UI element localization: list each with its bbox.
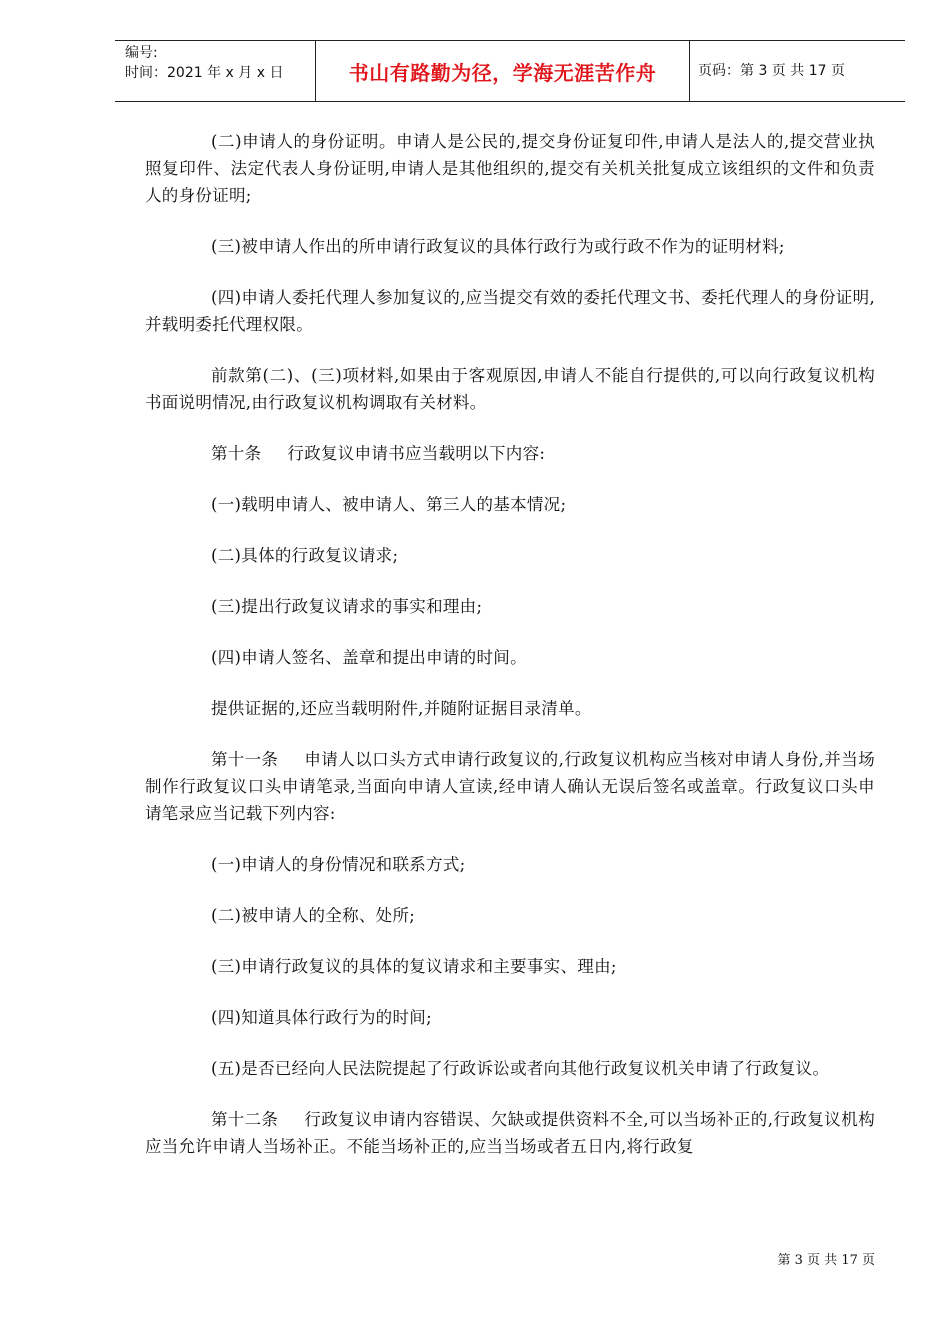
paragraph-text: 提供证据的,还应当载明附件,并随附证据目录清单。: [211, 699, 592, 718]
header-meta: [115, 41, 316, 101]
paragraph-text: (三)申请行政复议的具体的复议请求和主要事实、理由;: [211, 957, 617, 976]
body-paragraph: [145, 128, 875, 209]
body-paragraph: [145, 953, 875, 980]
paragraph-text: (五)是否已经向人民法院提起了行政诉讼或者向其他行政复议机关申请了行政复议。: [211, 1059, 830, 1078]
header-motto: 书山有路勤为径，学海无涯苦作舟: [348, 60, 657, 85]
footer-page-number: 第 3 页 共 17 页: [777, 1253, 875, 1268]
page-header: [115, 40, 905, 102]
article-number: 第十二条: [211, 1110, 279, 1129]
body-paragraph: [145, 902, 875, 929]
article-paragraph: [145, 440, 875, 467]
header-page-number: 页码：第 3 页 共 17 页: [698, 63, 845, 79]
paragraph-text: 前款第(二)、(三)项材料,如果由于客观原因,申请人不能自行提供的,可以向行政复议机构书面说明情况,由行政复议机构调取有关材料。: [145, 366, 875, 412]
paragraph-text: (二)申请人的身份证明。申请人是公民的,提交身份证复印件,申请人是法人的,提交营业执照复印件、法定代表人身份证明,申请人是其他组织的,提交有关机关批复成立该组织的文件和负责人的身份证明;: [145, 132, 875, 205]
article-paragraph: [145, 746, 875, 827]
body-paragraph: [145, 644, 875, 671]
body-paragraph: [145, 851, 875, 878]
paragraph-text: (四)申请人委托代理人参加复议的,应当提交有效的委托代理文书、委托代理人的身份证明,并载明委托代理权限。: [145, 288, 875, 334]
paragraph-text: (四)知道具体行政行为的时间;: [211, 1008, 432, 1027]
body-paragraph: [145, 1055, 875, 1082]
article-paragraph: [145, 1106, 875, 1160]
paragraph-text: (三)被申请人作出的所申请行政复议的具体行政行为或行政不作为的证明材料;: [211, 237, 785, 256]
paragraph-text: (二)被申请人的全称、处所;: [211, 906, 416, 925]
document-time-label: 时间：2021 年 x 月 x 日: [125, 65, 284, 81]
body-paragraph: [145, 233, 875, 260]
paragraph-text: 行政复议申请内容错误、欠缺或提供资料不全,可以当场补正的,行政复议机构应当允许申请人当场补正。不能当场补正的,应当当场或者五日内,将行政复: [145, 1110, 875, 1156]
document-body: [145, 128, 875, 1184]
article-number: 第十条: [211, 444, 262, 463]
paragraph-text: (三)提出行政复议请求的事实和理由;: [211, 597, 483, 616]
header-page-cell: [690, 41, 905, 101]
body-paragraph: [145, 284, 875, 338]
paragraph-text: (一)载明申请人、被申请人、第三人的基本情况;: [211, 495, 567, 514]
paragraph-text: (四)申请人签名、盖章和提出申请的时间。: [211, 648, 527, 667]
header-motto-cell: [316, 41, 690, 101]
body-paragraph: [145, 1004, 875, 1031]
paragraph-text: (一)申请人的身份情况和联系方式;: [211, 855, 466, 874]
body-paragraph: [145, 695, 875, 722]
paragraph-text: (二)具体的行政复议请求;: [211, 546, 399, 565]
paragraph-text: 行政复议申请书应当载明以下内容:: [287, 444, 546, 463]
body-paragraph: [145, 362, 875, 416]
body-paragraph: [145, 542, 875, 569]
body-paragraph: [145, 491, 875, 518]
article-number: 第十一条: [211, 750, 279, 769]
body-paragraph: [145, 593, 875, 620]
paragraph-text: 申请人以口头方式申请行政复议的,行政复议机构应当核对申请人身份,并当场制作行政复议口头申请笔录,当面向申请人宣读,经申请人确认无误后签名或盖章。行政复议口头申请笔录应当记载下列内容:: [145, 750, 875, 823]
document-number-label: 编号:: [125, 45, 158, 61]
